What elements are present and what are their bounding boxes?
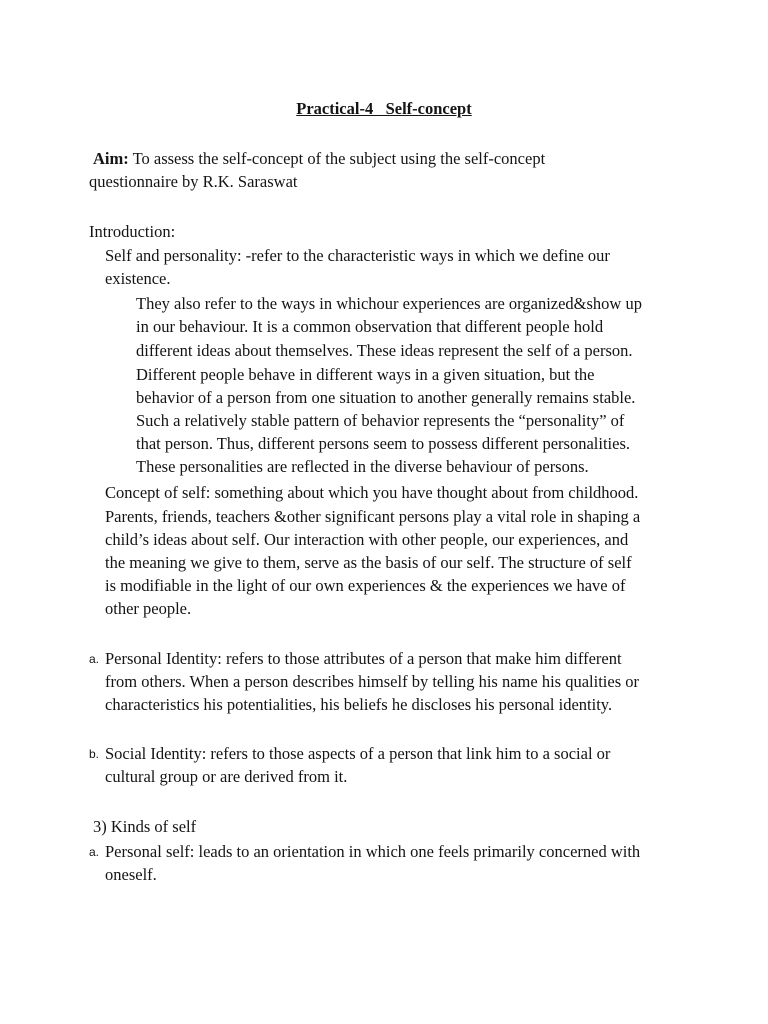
concept-of-self-line: Parents, friends, teachers &other significant persons play a vital role in shaping a [105,507,641,526]
aim-text-1: To assess the self-concept of the subject using the self-concept [128,149,546,168]
page-title: Practical-4 Self-concept [296,99,472,118]
aim-line-1 [93,147,545,170]
personality-paragraph-line: different ideas about themselves. These ideas represent the self of a person. [136,341,633,360]
personal-self-line: Personal self: leads to an orientation in which one feels primarily concerned with [105,842,641,861]
introduction-heading: Introduction: [89,222,176,241]
personal-identity-line: characteristics his potentialities, his beliefs he discloses his personal identity. [105,695,613,714]
list-marker-a: a. [89,652,100,666]
personal-identity-line: Personal Identity: refers to those attributes of a person that make him different [105,649,622,668]
personality-paragraph-line: These personalities are reflected in the diverse behaviour of persons. [136,457,589,476]
kinds-of-self-heading: 3) Kinds of self [93,817,197,836]
concept-of-self-line: child’s ideas about self. Our interaction with other people, our experiences, and [105,530,629,549]
aim-line-2: questionnaire by R.K. Saraswat [89,172,298,191]
personality-paragraph-line: that person. Thus, different persons seem to possess different personalities. [136,434,630,453]
personality-paragraph-line: Different people behave in different ways in a given situation, but the [136,365,595,384]
self-personality-line-1: Self and personality: -refer to the characteristic ways in which we define our [105,246,610,265]
personality-paragraph-line: Such a relatively stable pattern of behavior represents the “personality” of [136,411,625,430]
concept-of-self-line: other people. [105,599,192,618]
social-identity-line: cultural group or are derived from it. [105,767,348,786]
personality-paragraph-line: in our behaviour. It is a common observation that different people hold [136,317,604,336]
self-personality-line-2: existence. [105,269,171,288]
concept-of-self-line: Concept of self: something about which you have thought about from childhood. [105,483,639,502]
personal-identity-line: from others. When a person describes himself by telling his name his qualities or [105,672,639,691]
list-marker-a-kinds: a. [89,845,100,859]
social-identity-line: Social Identity: refers to those aspects of a person that link him to a social or [105,744,611,763]
personality-paragraph-line: They also refer to the ways in whichour experiences are organized&show up [136,294,642,313]
aim-label: Aim: [93,149,129,168]
personal-self-line: oneself. [105,865,157,884]
concept-of-self-line: the meaning we give to them, serve as the basis of our self. The structure of self [105,553,632,572]
personality-paragraph-line: behavior of a person from one situation to another generally remains stable. [136,388,636,407]
list-marker-b: b. [89,747,100,761]
concept-of-self-line: is modifiable in the light of our own experiences & the experiences we have of [105,576,626,595]
